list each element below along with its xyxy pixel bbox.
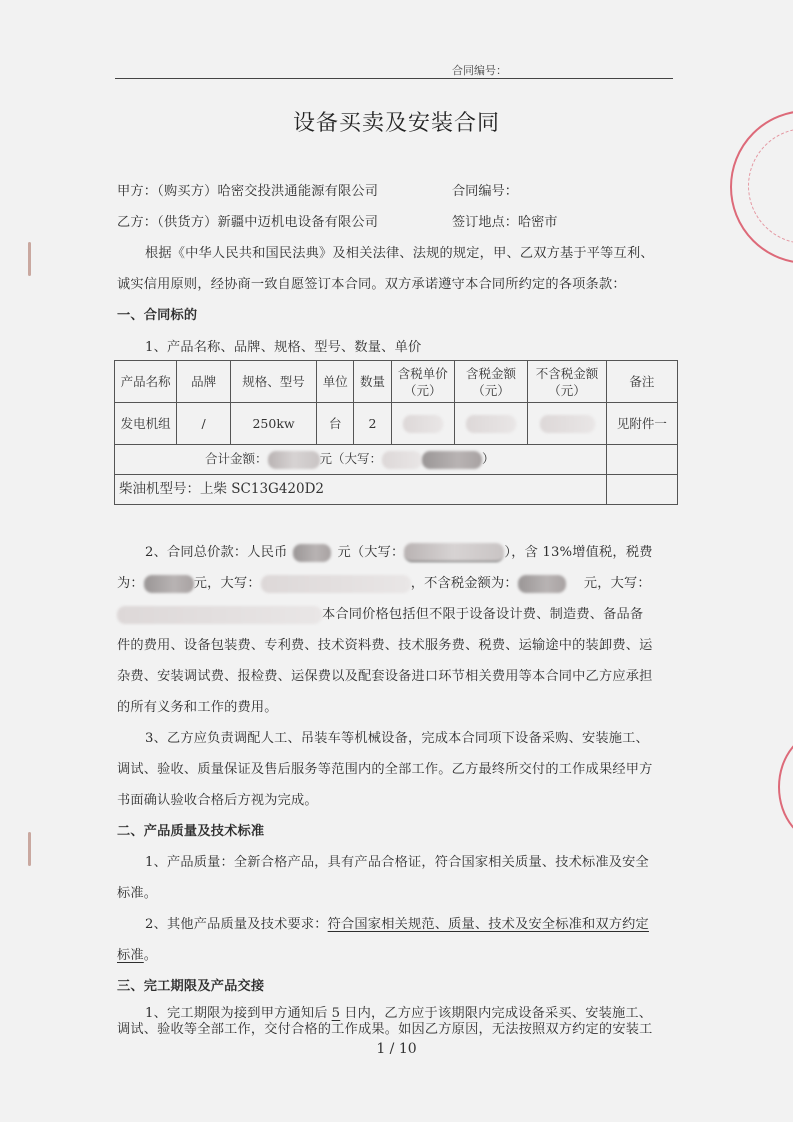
cell-spec-model: 250kw xyxy=(230,403,316,445)
document-title: 设备买卖及安装合同 xyxy=(292,111,500,136)
item-2-line-2: 为： 元，大写： ，不含税金额为： 元，大写： xyxy=(117,576,651,591)
redacted-pretax-amount xyxy=(518,575,566,593)
item-3-line-3: 书面确认验收合格后方视为完成。 xyxy=(117,793,318,808)
item-2-line-3: 本合同价格包括但不限于设备设计费、制造费、备品备 xyxy=(117,603,643,624)
header-divider xyxy=(115,78,673,79)
redacted-total-price xyxy=(293,544,331,562)
cell-quantity: 2 xyxy=(354,403,391,445)
party-b: 乙方：（供货方）新疆中迈机电设备有限公司 xyxy=(117,215,379,230)
th-amount-tax: 含税金额（元） xyxy=(454,361,527,403)
section-3-item-1-line-1: 1、完工期限为接到甲方通知后 5 日内，乙方应于该期限内完成设备采买、安装施工、 xyxy=(145,1006,653,1021)
section-2-heading: 二、产品质量及技术标准 xyxy=(117,824,265,839)
preamble-line-2: 诚实信用原则，经协商一致自愿签订本合同。双方承诺遵守本合同所约定的各项条款： xyxy=(117,277,626,292)
item-2-line-5: 杂费、安装调试费、报检费、运保费以及配套设备进口环节相关费用等本合同中乙方应承担 xyxy=(117,669,653,684)
company-seal-bottom xyxy=(778,730,793,844)
section-2-item-1-line-1: 1、产品质量：全新合格产品，具有产品合格证，符合国家相关质量、技术标准及安全 xyxy=(145,855,649,870)
th-product-name: 产品名称 xyxy=(115,361,177,403)
section-3-item-1-line-2: 调试、验收等全部工作，交付合格的工作成果。如因乙方原因，无法按照双方约定的安装工 xyxy=(117,1022,653,1037)
redacted-tax-words xyxy=(261,575,411,593)
redacted-total-price-words xyxy=(404,543,504,562)
total-amount-cell: 合计金额： 元（大写： ） xyxy=(115,445,607,475)
binding-mark-top xyxy=(28,242,31,276)
section-2-item-2-line-1: 2、其他产品质量及技术要求：符合国家相关规范、质量、技术及安全标准和双方约定 xyxy=(145,917,649,932)
preamble-line-1: 根据《中华人民共和国民法典》及相关法律、法规的规定，甲、乙双方基于平等互利、 xyxy=(145,246,654,261)
table-header-row xyxy=(115,361,678,403)
contract-number-field: 合同编号： xyxy=(452,184,518,199)
total-label: 合计金额： xyxy=(205,451,268,467)
item-3-line-1: 3、乙方应负责调配人工、吊装车等机械设备，完成本合同项下设备采购、安装施工、 xyxy=(145,731,649,746)
section-3-heading: 三、完工期限及产品交接 xyxy=(117,979,265,994)
product-table xyxy=(114,360,678,505)
signing-place: 签订地点：哈密市 xyxy=(452,215,558,230)
cell-unit-price-redacted xyxy=(391,403,454,445)
cell-unit: 台 xyxy=(317,403,354,445)
th-amount-no-tax: 不含税金额（元） xyxy=(528,361,607,403)
party-a: 甲方：（购买方）哈密交投洪通能源有限公司 xyxy=(117,184,379,199)
section-1-item-1-label: 1、产品名称、品牌、规格、型号、数量、单价 xyxy=(145,340,422,355)
item-2-line-6: 的所有义务和工作的费用。 xyxy=(117,700,278,715)
redacted-tax-amount xyxy=(144,575,194,593)
th-remarks: 备注 xyxy=(606,361,677,403)
section-1-heading: 一、合同标的 xyxy=(117,308,198,323)
page-number: 1 / 10 xyxy=(376,1041,417,1057)
total-suffix: 元（大写： xyxy=(319,451,383,467)
binding-mark-bottom xyxy=(28,832,31,866)
redacted-total-words xyxy=(422,451,482,469)
th-unit-price-tax: 含税单价（元） xyxy=(391,361,454,403)
engine-model: 柴油机型号：上柴 SC13G420D2 xyxy=(115,475,607,505)
redacted-total-amount xyxy=(268,451,320,469)
table-total-row xyxy=(115,445,678,475)
item-3-line-2: 调试、验收、质量保证及售后服务等范围内的全部工作。乙方最终所交付的工作成果经甲方 xyxy=(117,762,653,777)
redacted-pretax-words xyxy=(117,606,322,624)
th-spec-model: 规格、型号 xyxy=(230,361,316,403)
header-contract-number: 合同编号： xyxy=(452,64,507,77)
cell-amount-no-tax-redacted xyxy=(528,403,607,445)
th-quantity: 数量 xyxy=(354,361,391,403)
cell-remarks: 见附件一 xyxy=(606,403,677,445)
cell-amount-tax-redacted xyxy=(454,403,527,445)
item-2-line-4: 件的费用、设备包装费、专利费、技术资料费、技术服务费、税费、运输途中的装卸费、运 xyxy=(117,638,653,653)
section-2-item-2-line-2: 标准。 xyxy=(117,948,158,963)
item-2-line-1: 2、合同总价款：人民币 元（大写： ），含 13%增值税，税费 xyxy=(145,545,653,560)
section-2-item-1-line-2: 标准。 xyxy=(117,886,158,901)
table-row xyxy=(115,403,678,445)
cell-brand: / xyxy=(177,403,231,445)
table-engine-row xyxy=(115,475,678,505)
th-unit: 单位 xyxy=(317,361,354,403)
cell-product-name: 发电机组 xyxy=(115,403,177,445)
th-brand: 品牌 xyxy=(177,361,231,403)
